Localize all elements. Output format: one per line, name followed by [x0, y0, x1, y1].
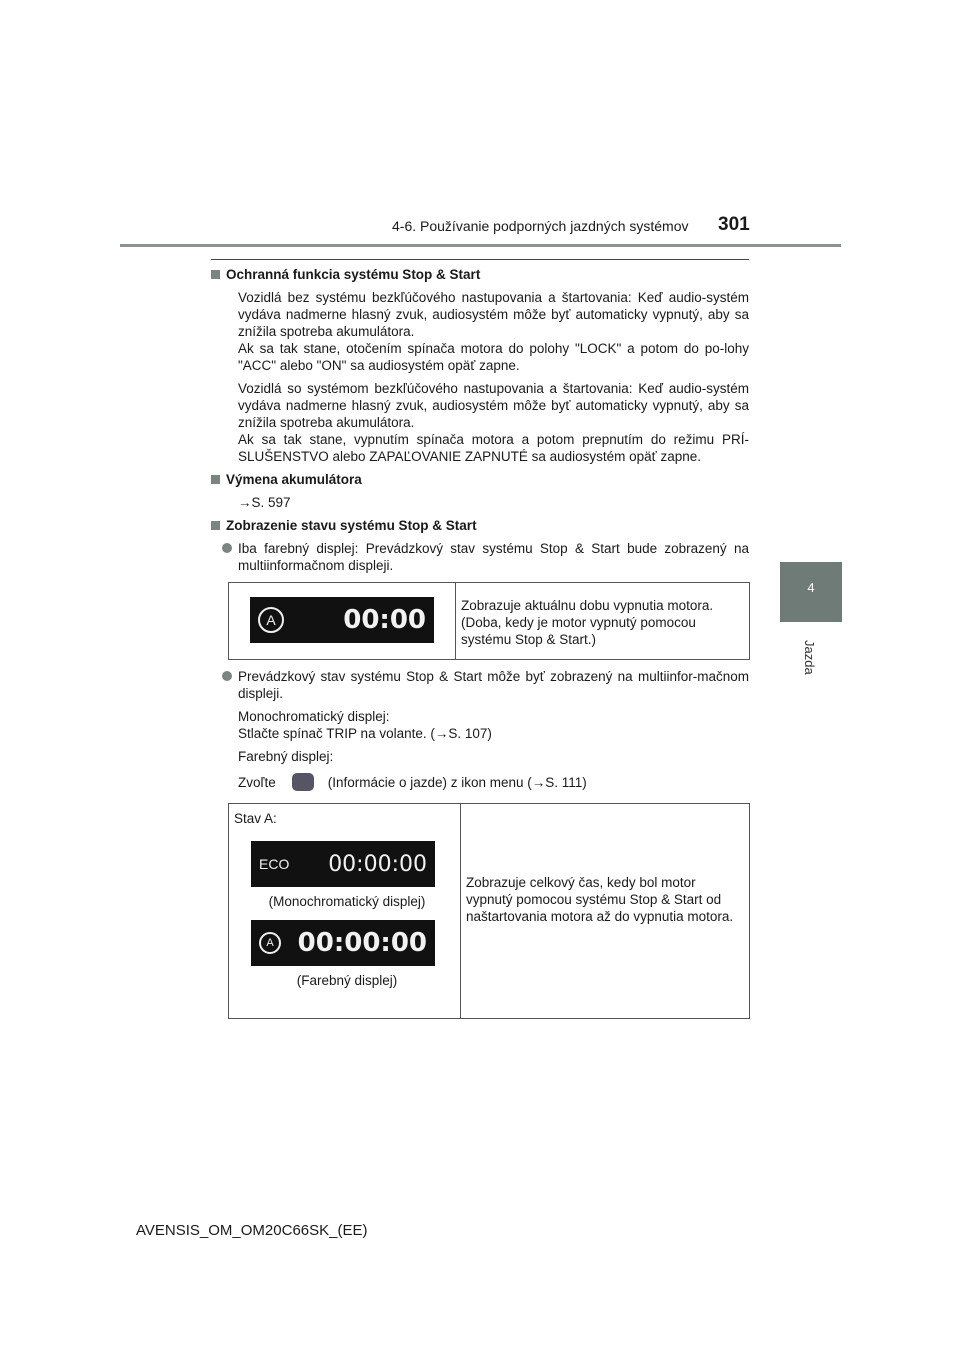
header-rule [120, 244, 841, 247]
paragraph: Vozidlá so systémom bezkľúčového nastupovania a štartovania: Keď audio-systém vydáva nadmerne hlasný zvuk, audiosystém môže byť automaticky vypnutý, aby sa znížila spotreba akumulátora. Ak sa tak stane, vypnutím spínača motora a potom prepnutím do režimu PRÍ-SLUŠENSTVO alebo ZAPAĽOVANIE ZAPNUTÉ sa audiosystém opäť zapne. [238, 381, 749, 464]
display-screenshot [250, 597, 434, 643]
section-heading: Ochranná funkcia systému Stop & Start [211, 266, 749, 283]
display-table-total [228, 803, 750, 1019]
color-display-screenshot [251, 920, 435, 966]
state-label: Stav A: [234, 811, 277, 826]
display-time: 00:00 [343, 604, 426, 635]
page-reference-link[interactable]: →S. 597 [238, 495, 291, 510]
mono-display-screenshot [251, 841, 435, 887]
paragraph: Zvoľte (Informácie o jazde) z ikon menu (→S. 111) [238, 774, 587, 790]
stop-start-icon: A [259, 932, 281, 954]
square-bullet-icon [211, 475, 220, 484]
bullet-item: Prevádzkový stav systému Stop & Start môže byť zobrazený na multiinfor-mačnom displeji. [222, 668, 749, 702]
round-bullet-icon [222, 543, 232, 553]
stop-start-icon: A [258, 607, 284, 633]
chapter-tab-number: 4 [807, 580, 815, 595]
square-bullet-icon [211, 270, 220, 279]
display-table-current [228, 582, 750, 660]
section-heading: Výmena akumulátora [211, 471, 749, 488]
drive-info-menu-icon [292, 773, 314, 791]
paragraph: Farebný displej: [238, 749, 334, 764]
round-bullet-icon [222, 671, 232, 681]
description-cell: Zobrazuje aktuálnu dobu vypnutia motora. (Doba, kedy je motor vypnutý pomocou systému Stop & Start.) [456, 583, 750, 660]
square-bullet-icon [211, 521, 220, 530]
paragraph: Vozidlá bez systému bezkľúčového nastupovania a štartovania: Keď audio-systém vydáva nadmerne hlasný zvuk, audiosystém môže byť automaticky vypnutý, aby sa znížila spotreba akumulátora. Ak sa tak stane, otočením spínača motora do polohy "LOCK" a potom do po-lohy "ACC" alebo "ON" sa audiosystém opäť zapne. [238, 290, 749, 373]
section-heading: Zobrazenie stavu systému Stop & Start [211, 517, 749, 534]
eco-icon: ECO [259, 855, 290, 872]
page-number: 301 [718, 214, 750, 235]
paragraph: Monochromatický displej: Stlačte spínač TRIP na volante. (→S. 107) [238, 709, 492, 741]
description-cell: Zobrazuje celkový čas, kedy bol motor vypnutý pomocou systému Stop & Start od naštartovania motora až do vypnutia motora. [461, 804, 750, 1019]
chapter-tab [780, 562, 842, 622]
color-display-time: 00:00:00 [297, 927, 427, 958]
page-content [211, 266, 749, 1027]
chapter-title: 4-6. Používanie podporných jazdných systémov [392, 218, 689, 234]
chapter-tab-label: Jazda [802, 640, 817, 675]
footer-doc-code: AVENSIS_OM_OM20C66SK_(EE) [136, 1222, 368, 1239]
color-caption: (Farebný displej) [296, 973, 398, 988]
mono-display-time: 00:00:00 [328, 851, 427, 877]
mono-caption: (Monochromatický displej) [268, 894, 426, 909]
bullet-item: Iba farebný displej: Prevádzkový stav systému Stop & Start bude zobrazený na multiinformačnom displeji. [222, 540, 749, 574]
section-top-rule [211, 259, 749, 260]
